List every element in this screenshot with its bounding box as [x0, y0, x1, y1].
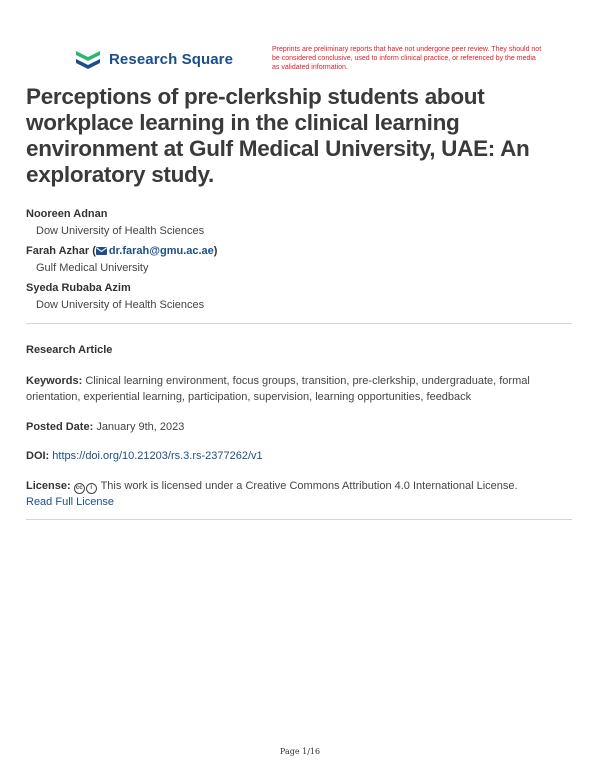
license — [26, 478, 572, 510]
envelope-icon — [96, 247, 107, 255]
author-name: Farah Azhar — [26, 245, 90, 257]
logo-text: Research Square — [109, 50, 234, 68]
preprint-disclaimer: Preprints are preliminary reports that have not undergone peer review. They should not be considered conclusive, used to inform clinical practice, or referenced by the media as validated information. — [272, 46, 542, 71]
license-label: License: — [26, 480, 71, 492]
paper-title: Perceptions of pre-clerkship students about workplace learning in the clinical learning environment at Gulf Medical University, UAE: An exploratory study. — [26, 84, 530, 187]
page-number: Page 1/16 — [279, 747, 321, 756]
keywords-text: Clinical learning environment, focus groups, transition, pre-clerkship, undergraduate, formal orientation, experiential learning, participation, supervision, learning opportunities, feedback — [26, 375, 530, 403]
doi-label: DOI: — [26, 450, 50, 462]
author-3 — [26, 279, 571, 314]
author-affiliation: Dow University of Health Sciences — [36, 299, 205, 311]
attribution-icon: i — [86, 483, 97, 494]
license-text: This work is licensed under a Creative Commons Attribution 4.0 International License. — [100, 480, 518, 492]
author-email-link[interactable]: dr.farah@gmu.ac.ae — [108, 245, 214, 257]
author-1 — [26, 205, 571, 240]
research-square-logo-icon — [74, 49, 102, 69]
divider — [26, 519, 572, 520]
posted-date — [26, 419, 572, 435]
author-affiliation: Gulf Medical University — [36, 262, 149, 274]
doi — [26, 448, 572, 464]
read-full-license-link[interactable]: Read Full License — [26, 496, 115, 508]
creative-commons-icon: cc — [74, 483, 85, 494]
author-name: Syeda Rubaba Azim — [26, 282, 131, 294]
author-list — [26, 205, 571, 316]
author-name: Nooreen Adnan — [26, 208, 108, 220]
doi-link[interactable]: https://doi.org/10.21203/rs.3.rs-2377262/v1 — [52, 450, 263, 462]
article-type: Research Article — [26, 344, 113, 356]
divider — [26, 323, 572, 324]
keywords-label: Keywords: — [26, 375, 83, 387]
posted-date-label: Posted Date: — [26, 421, 94, 433]
keywords — [26, 373, 572, 405]
author-affiliation: Dow University of Health Sciences — [36, 225, 205, 237]
posted-date-value: January 9th, 2023 — [96, 421, 185, 433]
research-square-logo[interactable] — [74, 49, 233, 69]
author-2: Farah Azhar ( dr.farah@gmu.ac.ae) Gulf Medical University — [26, 242, 571, 277]
